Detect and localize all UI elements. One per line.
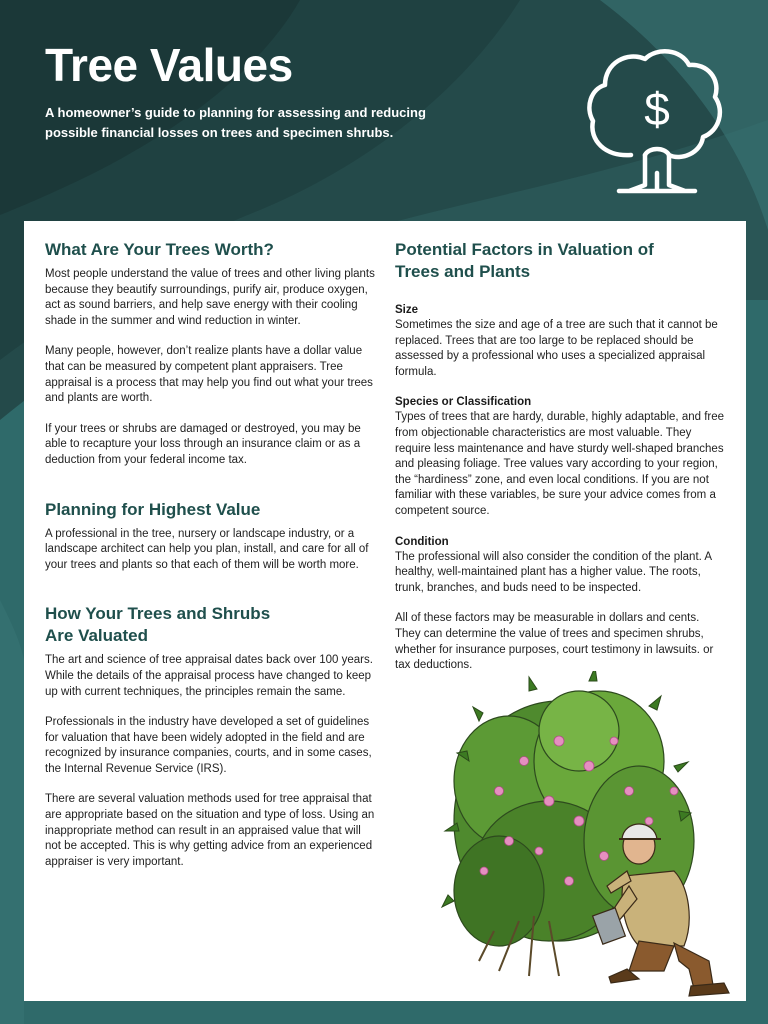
paragraph: Types of trees that are hardy, durable, highly adaptable, and free from objectionable characteristics are most valuable. They require less maintenance and have sturdy well-shaped branches and pleasing foliage. Tree values vary according to your region, the “hardiness” zone, and even local conditions. If you are not familiar with these variables, be sure your advice comes from a competent source. bbox=[395, 411, 725, 517]
right-column bbox=[395, 239, 725, 674]
heading-highest-value: Planning for Highest Value bbox=[45, 499, 261, 519]
svg-text:$: $ bbox=[644, 83, 670, 135]
left-column bbox=[45, 239, 375, 870]
page-subtitle: A homeowner’s guide to planning for assessing and reducing possible financial losses on trees and specimen shrubs. bbox=[45, 105, 426, 140]
paragraph: Many people, however, don’t realize plants have a dollar value that can be measured by competent plant appraisers. Tree appraisal is a process that may help you find out what your trees and plants are worth. bbox=[45, 345, 373, 405]
heading-trees-worth: What Are Your Trees Worth? bbox=[45, 240, 274, 259]
page-title: Tree Values bbox=[45, 39, 293, 91]
content-card bbox=[24, 221, 746, 1001]
heading-how-valuated: How Your Trees and Shrubs Are Valuated bbox=[45, 604, 271, 646]
heading-potential-factors: Potential Factors in Valuation of Trees and Plants bbox=[395, 240, 654, 281]
paragraph: A professional in the tree, nursery or landscape industry, or a landscape architect can help you plan, install, and care for all of your trees and plants so that each of them will be worth more. bbox=[45, 527, 369, 571]
paragraph: Most people understand the value of trees and other living plants because they beautify surroundings, purify air, produce oxygen, act as sound barriers, and help save energy with their cooling shade in the summer and wind reduction in winter. bbox=[45, 268, 375, 327]
paragraph: All of these factors may be measurable in dollars and cents. They can determine the value of trees and specimen shrubs, whether for insurance purposes, court testimony in lawsuits. or tax deductions. bbox=[395, 612, 714, 672]
subheading-condition: Condition bbox=[395, 535, 449, 548]
subheading-species: Species or Classification bbox=[395, 396, 532, 409]
shrub-inspector-illustration bbox=[439, 671, 744, 1001]
paragraph: There are several valuation methods used for tree appraisal that are appropriate based on the situation and type of loss. Using an inappropriate method can result in an appraised value that will not be accepted. This is why getting advice from an experienced appraiser is very important. bbox=[45, 793, 375, 868]
paragraph: Sometimes the size and age of a tree are such that it cannot be replaced. Trees that are too large to be replaced should be assessed by a professional who uses a specialized appraisal formula. bbox=[395, 319, 718, 378]
tree-dollar-icon bbox=[585, 45, 725, 197]
subheading-size: Size bbox=[395, 304, 419, 316]
paragraph: The professional will also consider the condition of the plant. A healthy, well-maintained plant has a higher value. The roots, trunk, branches, and buds need to be inspected. bbox=[395, 550, 712, 594]
paragraph: Professionals in the industry have developed a set of guidelines for valuation that have been widely adopted in the field and are recognized by insurance companies, courts, and in some cases, the Internal Revenue Service (IRS). bbox=[45, 716, 372, 775]
paragraph: The art and science of tree appraisal dates back over 100 years. While the details of the appraisal process have changed to keep up with current techniques, the principles remain the same. bbox=[45, 654, 373, 698]
paragraph: If your trees or shrubs are damaged or destroyed, you may be able to recapture your loss through an insurance claim or as a deduction from your federal income tax. bbox=[45, 422, 361, 466]
